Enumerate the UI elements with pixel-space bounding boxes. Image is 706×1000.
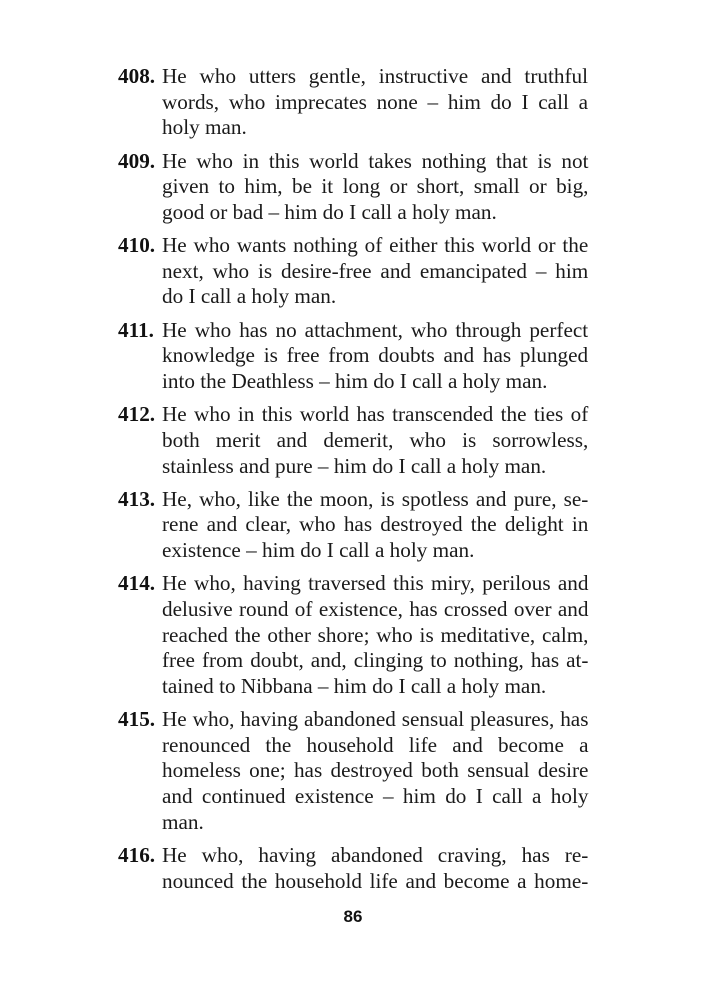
verse-line: and continued existence – him do I call a holy (162, 784, 589, 809)
verse-line: He who wants nothing of either this world or the (162, 233, 589, 258)
verse-line: good or bad – him do I call a holy man. (162, 199, 497, 224)
verse (118, 571, 588, 699)
verse-line: nounced the household life and become a home- (162, 868, 589, 893)
verse (118, 402, 588, 479)
verse-text (162, 318, 588, 395)
verse-line: homeless one; has destroyed both sensual desire (162, 758, 589, 783)
verse-line: holy man. (162, 115, 247, 140)
verse-line: rene and clear, who has destroyed the delight in (162, 512, 589, 537)
verse-text (162, 571, 588, 699)
verse-number: 413. (118, 486, 156, 511)
verse-line: free from doubt, and, clinging to nothing, has at- (162, 648, 589, 673)
verse-line: both merit and demerit, who is sorrowless, (162, 427, 589, 452)
verse-number: 408. (118, 64, 156, 88)
verse-line: into the Deathless – him do I call a holy man. (162, 368, 548, 393)
verse (118, 318, 588, 395)
verse (118, 843, 588, 894)
verse-number: 412. (118, 402, 156, 427)
verse (118, 487, 588, 564)
verse-line: delusive round of existence, has crossed over and (162, 597, 589, 622)
verse-text (162, 843, 588, 894)
verse-text (162, 487, 588, 564)
verse (118, 149, 588, 226)
verse-line: next, who is desire-free and emancipated – him (162, 258, 589, 283)
verse-text (162, 64, 588, 141)
verse-number: 416. (118, 843, 156, 867)
verse-number: 410. (118, 233, 156, 258)
verse-line: He who, having abandoned sensual pleasures, has (162, 707, 589, 732)
page-number: 86 (343, 907, 363, 926)
verse-line: tained to Nibbana – him do I call a holy man. (162, 673, 547, 698)
verse-text (162, 233, 588, 310)
verse-text (162, 149, 588, 226)
verse-line: given to him, be it long or short, small or big, (162, 174, 589, 199)
verse-line: stainless and pure – him do I call a holy man. (162, 453, 547, 478)
verse-line: renounced the household life and become a (162, 732, 589, 757)
verse (118, 707, 588, 835)
verse-number: 411. (118, 317, 154, 342)
verse-line: He, who, like the moon, is spotless and pure, se- (162, 486, 589, 511)
verse-line: He who, having traversed this miry, perilous and (162, 571, 589, 596)
page-body (118, 64, 588, 902)
verse-text (162, 402, 588, 479)
verse-number: 409. (118, 148, 156, 173)
verse-line: do I call a holy man. (162, 284, 337, 309)
verse (118, 233, 588, 310)
verse-line: reached the other shore; who is meditative, calm, (162, 622, 589, 647)
verse-line: He who in this world has transcended the ties of (162, 402, 589, 427)
verse-line: He who utters gentle, instructive and truthful (162, 64, 588, 88)
verse-line: He who in this world takes nothing that is not (162, 148, 589, 173)
verse-line: words, who imprecates none – him do I call a (162, 89, 588, 114)
verse-line: He who has no attachment, who through perfect (162, 317, 589, 342)
verse-text (162, 707, 588, 835)
verse-number: 415. (118, 707, 156, 732)
verse-line: knowledge is free from doubts and has plunged (162, 343, 589, 368)
verse-number: 414. (118, 571, 156, 596)
verse-line: man. (162, 809, 204, 834)
verse-line: He who, having abandoned craving, has re- (162, 843, 589, 867)
verse-line: existence – him do I call a holy man. (162, 538, 475, 563)
verse (118, 64, 588, 141)
